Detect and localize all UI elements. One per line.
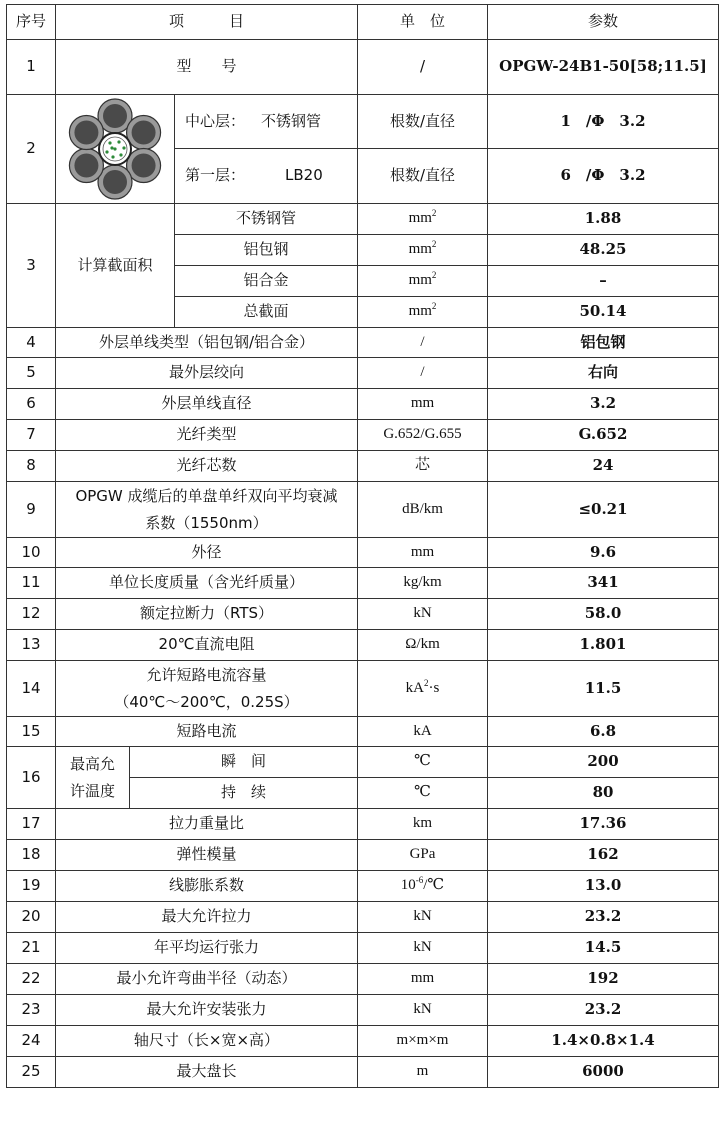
table-row xyxy=(7,661,719,717)
value-cell: 200 xyxy=(488,747,719,778)
table-row xyxy=(7,568,719,599)
section-name-cell: 铝包钢 xyxy=(175,235,358,266)
unit-cell: $mm^2$ xyxy=(358,266,488,297)
unit-cell: m xyxy=(358,1057,488,1088)
value-cell: 192 xyxy=(488,964,719,995)
item-line: （40℃～200℃，0.25S） xyxy=(114,692,299,711)
table-row xyxy=(7,599,719,630)
unit-cell: km xyxy=(358,809,488,840)
seq-cell: 9 xyxy=(7,482,56,538)
table-row xyxy=(7,1026,719,1057)
seq-cell: 3 xyxy=(7,204,56,328)
table-row xyxy=(7,964,719,995)
unit-cell: dB/km xyxy=(358,482,488,538)
value-cell: 24 xyxy=(488,451,719,482)
item-line: OPGW 成缆后的单盘单纤双向平均衰减 xyxy=(75,487,338,506)
table-row xyxy=(7,538,719,568)
center-layer-label: 中心层： xyxy=(185,111,246,130)
table-row xyxy=(7,871,719,902)
seq-cell: 6 xyxy=(7,389,56,420)
value-cell: OPGW-24B1-50[58;11.5] xyxy=(488,40,719,95)
fiber-dot xyxy=(108,141,111,144)
unit-cell: mm xyxy=(358,538,488,568)
value-cell: 1.4×0.8×1.4 xyxy=(488,1026,719,1057)
value-cell: 1.88 xyxy=(488,204,719,235)
unit-cell: kN xyxy=(358,902,488,933)
seq-cell: 20 xyxy=(7,902,56,933)
unit-cell: ℃ xyxy=(358,778,488,809)
section-label-cell: 计算截面积 xyxy=(56,204,175,328)
unit-cell: 芯 xyxy=(358,451,488,482)
fiber-dot xyxy=(117,140,120,143)
seq-cell: 1 xyxy=(7,40,56,95)
outer-strand-core xyxy=(74,121,98,145)
seq-cell: 11 xyxy=(7,568,56,599)
unit-cell: $mm^2$ xyxy=(358,235,488,266)
label-line: 最高允 xyxy=(69,755,115,774)
opgw-spec-table xyxy=(6,4,719,1088)
table-row xyxy=(7,809,719,840)
outer-strand-core xyxy=(103,104,127,128)
fiber-dot xyxy=(119,153,122,156)
section-name-cell: 不锈钢管 xyxy=(175,204,358,235)
value-cell: 341 xyxy=(488,568,719,599)
seq-cell: 2 xyxy=(7,95,56,204)
header-unit: 单 位 xyxy=(358,5,488,40)
section-row xyxy=(7,204,719,235)
seq-cell: 25 xyxy=(7,1057,56,1088)
section-name-cell: 铝合金 xyxy=(175,266,358,297)
header-param: 参数 xyxy=(488,5,719,40)
seq-cell: 18 xyxy=(7,840,56,871)
header-row xyxy=(7,5,719,40)
unit-cell: ℃ xyxy=(358,747,488,778)
outer-strand-core xyxy=(74,154,98,178)
label-line: 许温度 xyxy=(69,781,115,800)
value-cell: ≤0.21 xyxy=(488,482,719,538)
value-cell: 162 xyxy=(488,840,719,871)
item-cell: 短路电流 xyxy=(56,717,358,747)
item-cell: 最外层绞向 xyxy=(56,358,358,389)
table-row xyxy=(7,420,719,451)
unit-cell: kg/km xyxy=(358,568,488,599)
unit-cell: kA xyxy=(358,717,488,747)
first-layer-cell xyxy=(175,149,358,204)
value-cell: 17.36 xyxy=(488,809,719,840)
value-cell: 23.2 xyxy=(488,902,719,933)
value-cell: 48.25 xyxy=(488,235,719,266)
center-layer-cell xyxy=(175,95,358,149)
value-cell: 50.14 xyxy=(488,297,719,328)
value-cell: 6.8 xyxy=(488,717,719,747)
seq-cell: 19 xyxy=(7,871,56,902)
center-layer-material: 不锈钢管 xyxy=(261,111,322,130)
unit-cell: / xyxy=(358,358,488,389)
value-cell: 1 /Φ 3.2 xyxy=(488,95,719,149)
value-cell: 13.0 xyxy=(488,871,719,902)
value-cell: 右向 xyxy=(488,358,719,389)
unit-cell: / xyxy=(358,40,488,95)
table-row xyxy=(7,902,719,933)
unit-cell: kN xyxy=(358,995,488,1026)
temperature-row xyxy=(7,747,719,778)
table-row xyxy=(7,1057,719,1088)
unit-cell: 根数/直径 xyxy=(358,149,488,204)
item-cell: 外层单线类型（铝包钢/铝合金） xyxy=(56,328,358,358)
seq-cell: 15 xyxy=(7,717,56,747)
item-cell: 最小允许弯曲半径（动态） xyxy=(56,964,358,995)
item-cell xyxy=(56,661,358,717)
seq-cell: 12 xyxy=(7,599,56,630)
first-layer-label: 第一层： xyxy=(185,166,246,185)
seq-cell: 17 xyxy=(7,809,56,840)
table-row xyxy=(7,840,719,871)
value-cell: G.652 xyxy=(488,420,719,451)
item-cell: 外径 xyxy=(56,538,358,568)
value-cell: 11.5 xyxy=(488,661,719,717)
seq-cell: 7 xyxy=(7,420,56,451)
seq-cell: 13 xyxy=(7,630,56,661)
table-row xyxy=(7,717,719,747)
value-cell: 铝包钢 xyxy=(488,328,719,358)
seq-cell: 22 xyxy=(7,964,56,995)
seq-cell: 8 xyxy=(7,451,56,482)
item-cell: 最大盘长 xyxy=(56,1057,358,1088)
section-name-cell: 总截面 xyxy=(175,297,358,328)
seq-cell: 14 xyxy=(7,661,56,717)
value-cell: 58.0 xyxy=(488,599,719,630)
unit-cell: kN xyxy=(358,599,488,630)
item-cell: 20℃直流电阻 xyxy=(56,630,358,661)
seq-cell: 21 xyxy=(7,933,56,964)
item-cell: 单位长度质量（含光纤质量） xyxy=(56,568,358,599)
item-cell: 型 号 xyxy=(56,40,358,95)
item-cell: 光纤类型 xyxy=(56,420,358,451)
header-item: 项 目 xyxy=(56,5,358,40)
value-cell: 3.2 xyxy=(488,389,719,420)
cable-cross-section-cell xyxy=(56,95,175,204)
item-line: 系数（1550nm） xyxy=(145,513,268,532)
unit-cell: $mm^2$ xyxy=(358,297,488,328)
unit-cell: Ω/km xyxy=(358,630,488,661)
value-cell: – xyxy=(488,266,719,297)
unit-cell: kN xyxy=(358,933,488,964)
unit-cell: m×m×m xyxy=(358,1026,488,1057)
unit-cell: $mm^2$ xyxy=(358,204,488,235)
seq-cell: 4 xyxy=(7,328,56,358)
value-cell: 1.801 xyxy=(488,630,719,661)
unit-cell: $kA^2\cdot s$ xyxy=(358,661,488,717)
model-row xyxy=(7,40,719,95)
unit-cell: G.652/G.655 xyxy=(358,420,488,451)
temperature-name-cell: 瞬 间 xyxy=(130,747,358,778)
structure-row-center xyxy=(7,95,719,149)
value-cell: 6000 xyxy=(488,1057,719,1088)
table-row xyxy=(7,328,719,358)
table-row xyxy=(7,995,719,1026)
fiber-dot xyxy=(105,150,108,153)
value-cell: 9.6 xyxy=(488,538,719,568)
table-row xyxy=(7,482,719,538)
outer-strand-core xyxy=(103,170,127,194)
value-cell: 14.5 xyxy=(488,933,719,964)
cable-cross-section-icon xyxy=(61,97,169,201)
item-cell: 拉力重量比 xyxy=(56,809,358,840)
value-cell: 80 xyxy=(488,778,719,809)
outer-strand-core xyxy=(132,154,156,178)
item-cell: 外层单线直径 xyxy=(56,389,358,420)
outer-strand-core xyxy=(132,121,156,145)
seq-cell: 23 xyxy=(7,995,56,1026)
unit-cell: GPa xyxy=(358,840,488,871)
unit-cell: 根数/直径 xyxy=(358,95,488,149)
item-cell: 弹性模量 xyxy=(56,840,358,871)
fiber-dot xyxy=(113,147,116,150)
temperature-name-cell: 持 续 xyxy=(130,778,358,809)
fiber-dot xyxy=(110,146,113,149)
item-cell: 轴尺寸（长×宽×高） xyxy=(56,1026,358,1057)
fiber-dot xyxy=(111,155,114,158)
table-row xyxy=(7,358,719,389)
header-seq: 序号 xyxy=(7,5,56,40)
value-cell: 6 /Φ 3.2 xyxy=(488,149,719,204)
table-row xyxy=(7,630,719,661)
unit-cell: / xyxy=(358,328,488,358)
item-cell: 年平均运行张力 xyxy=(56,933,358,964)
seq-cell: 24 xyxy=(7,1026,56,1057)
item-cell: 额定拉断力（RTS） xyxy=(56,599,358,630)
table-row xyxy=(7,451,719,482)
item-cell: 最大允许安装张力 xyxy=(56,995,358,1026)
seq-cell: 10 xyxy=(7,538,56,568)
unit-cell: $10^{-6}/℃$ xyxy=(358,871,488,902)
item-line: 允许短路电流容量 xyxy=(146,666,267,685)
table-row xyxy=(7,389,719,420)
temperature-label-cell xyxy=(56,747,130,809)
table-row xyxy=(7,933,719,964)
unit-cell: mm xyxy=(358,389,488,420)
unit-cell: mm xyxy=(358,964,488,995)
item-cell: 最大允许拉力 xyxy=(56,902,358,933)
item-cell: 线膨胀系数 xyxy=(56,871,358,902)
first-layer-material: LB20 xyxy=(285,166,323,185)
item-cell: 光纤芯数 xyxy=(56,451,358,482)
fiber-dot xyxy=(122,146,125,149)
seq-cell: 5 xyxy=(7,358,56,389)
item-cell xyxy=(56,482,358,538)
seq-cell: 16 xyxy=(7,747,56,809)
value-cell: 23.2 xyxy=(488,995,719,1026)
